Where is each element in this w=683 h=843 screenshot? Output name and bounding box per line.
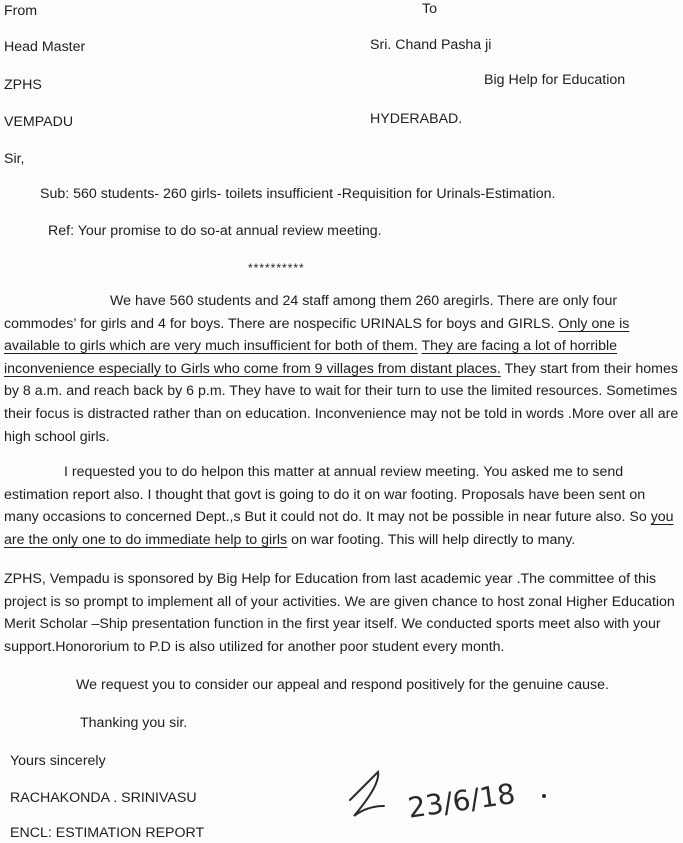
separator: ********** xyxy=(248,261,305,275)
paragraph-3: ZPHS, Vempadu is sponsored by Big Help for Education from last academic year .The committee of this project is so prompt to implement all of your activities. We are given chance to host zonal Higher Education Merit Scholar –Ship presentation function in the first year itself. We conducted sports meet also with your support.Honororium to P.D is also utilized for another poor student every month. xyxy=(4,571,675,655)
subject-line: Sub: 560 students- 260 girls- toilets insufficient -Requisition for Urinals-Estimation. xyxy=(40,186,556,202)
p1-text-a: We have 560 students and 24 staff among them 260 aregirls. There are only four commodes’ for girls and 4 for boys. There are nospecific URINALS for boys and GIRLS. xyxy=(4,293,618,332)
sender-school: ZPHS xyxy=(4,77,42,93)
p2-text-b: on war footing. This will help directly to many. xyxy=(287,531,576,548)
p2-text-a: I requested you to do helpon this matter at annual review meeting. You asked me to send estimation report also. I thought that govt is going to do it on war footing. Proposals have been sent on many occasions to concerned Dept.,s But it could not do. It may not be possible in near future also. So xyxy=(4,464,651,526)
salutation: Sir, xyxy=(4,151,25,167)
from-label: From xyxy=(4,3,38,19)
enclosure-line: ENCL: ESTIMATION REPORT xyxy=(10,825,205,841)
recipient-org: Big Help for Education xyxy=(484,72,626,88)
handwritten-signature xyxy=(340,760,560,840)
closing-line: Yours sincerely xyxy=(10,753,106,769)
request-line: We request you to consider our appeal and respond positively for the genuine cause. xyxy=(76,677,609,693)
paragraph-2 xyxy=(4,461,680,551)
recipient-city: HYDERABAD. xyxy=(370,111,463,127)
paragraph-1 xyxy=(4,290,680,448)
handwritten-date: 23/6/18 xyxy=(405,777,518,825)
recipient-name: Sri. Chand Pasha ji xyxy=(370,37,492,53)
p1-text-c: They start from their homes by 8 a.m. and reach back by 6 p.m. They have to wait for their turn to use the limited resources. Sometimes their focus is distracted rather than on education. Inconvenience may not be told in words .More over all are high school girls. xyxy=(4,360,679,445)
reference-line: Ref: Your promise to do so-at annual review meeting. xyxy=(48,223,382,239)
to-label: To xyxy=(422,1,437,17)
thanks-line: Thanking you sir. xyxy=(80,715,188,731)
signatory-name: RACHAKONDA . SRINIVASU xyxy=(10,790,197,806)
p2-underlined: you are the only one to do immediate help to girls xyxy=(4,509,674,548)
p1-underlined-1: Only one is available to girls which are very much insufficient for both of them. xyxy=(4,315,630,355)
sender-place: VEMPADU xyxy=(4,114,74,130)
p1-underlined-2: They are facing a lot of horrible inconvenience especially to Girls who come from 9 villages from distant places. xyxy=(4,338,618,377)
sender-title: Head Master xyxy=(4,39,86,55)
